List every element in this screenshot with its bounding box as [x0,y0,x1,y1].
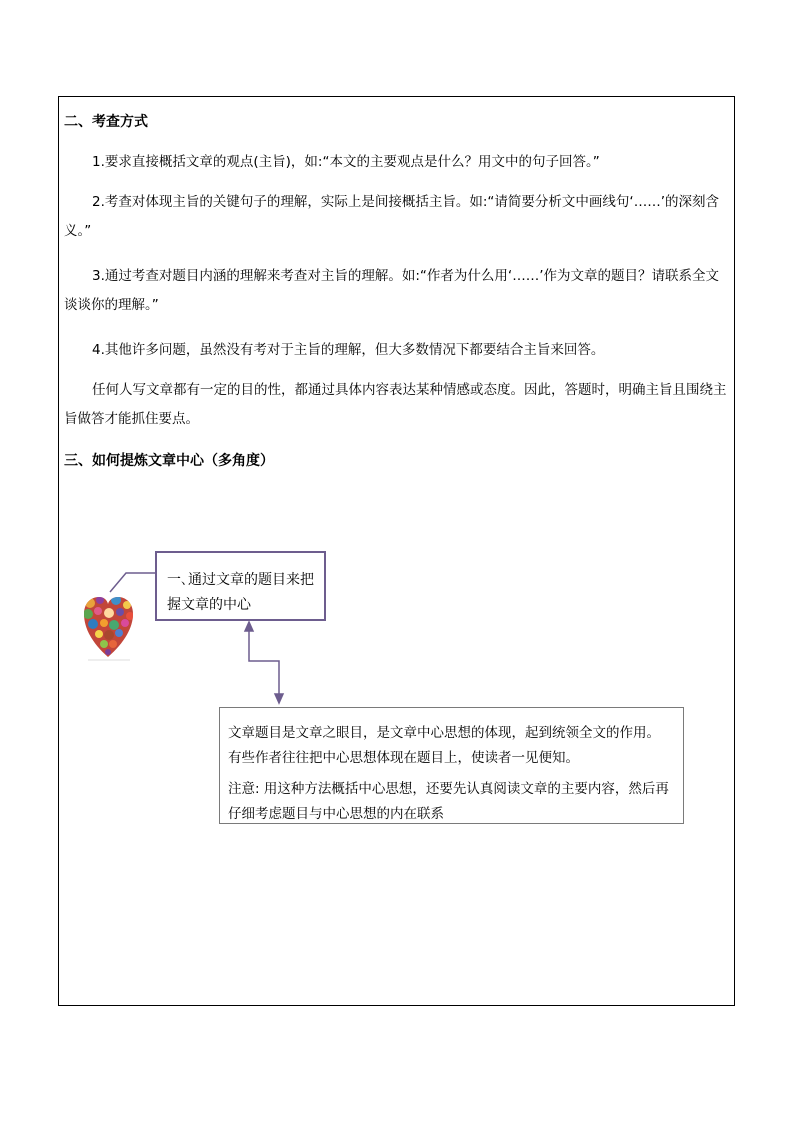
callout-title-box [155,551,326,621]
section2-heading: 二、考查方式 [64,114,148,130]
section2-summary: 任何人写文章都有一定的目的性，都通过具体内容表达某种情感或态度。因此，答题时，明确主旨且围绕主旨做答才能抓住要点。 [64,382,727,427]
section2-item2: 2.考查对体现主旨的关键句子的理解，实际上是间接概括主旨。如:“请简要分析文中画线句‘……’的深刻含义。” [64,194,720,239]
section3-heading: 三、如何提炼文章中心（多角度） [64,453,274,469]
callout-pointer [110,573,155,592]
double-arrow-connector [245,622,283,703]
detail-line2: 注意: 用这种方法概括中心思想，还要先认真阅读文章的主要内容，然后再仔细考虑题目与中心思想的内在联系 [228,781,669,822]
heart-icon [82,595,136,660]
section2-item4: 4.其他许多问题，虽然没有考对于主旨的理解，但大多数情况下都要结合主旨来回答。 [92,342,605,358]
detail-box [219,707,684,824]
callout-title-text: 一､通过文章的题目来把握文章的中心 [167,572,314,613]
section2-item3: 3.通过考查对题目内涵的理解来考查对主旨的理解。如:“作者为什么用‘……’作为文章的题目？请联系全文谈谈你的理解。” [64,268,720,313]
detail-line1: 文章题目是文章之眼目，是文章中心思想的体现，起到统领全文的作用。有些作者往往把中心思想体现在题目上，使读者一见便知。 [228,725,660,766]
section2-item1: 1.要求直接概括文章的观点(主旨)，如:“本文的主要观点是什么？用文中的句子回答。” [92,154,600,170]
